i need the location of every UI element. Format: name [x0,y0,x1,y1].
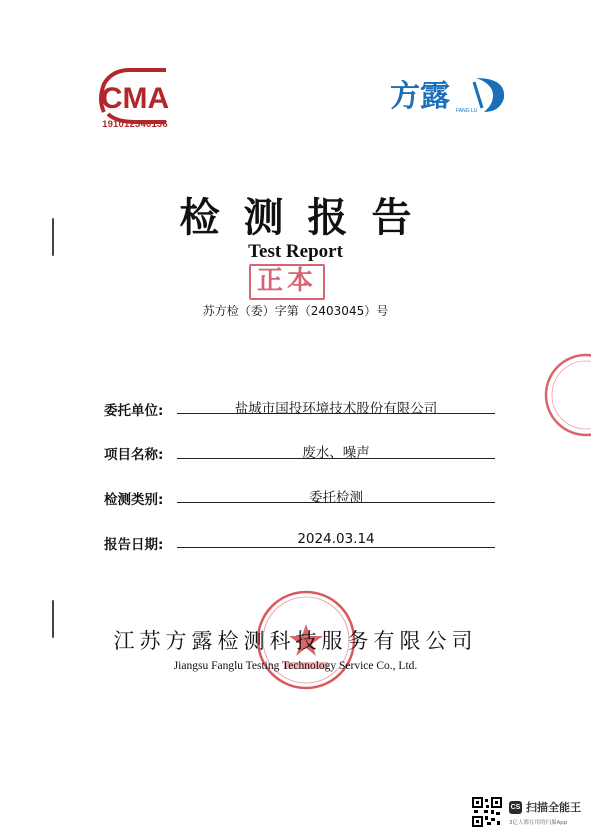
fanglu-logo [388,72,508,116]
report-date-label: 报告日期: [104,537,164,553]
test-type-underline [177,502,495,503]
original-copy-stamp: 正本 [249,264,325,300]
project-name-value: 废水、噪声 [302,445,370,461]
edge-seal-partial [540,350,591,440]
test-type-label: 检测类别: [104,492,164,508]
company-name-english: Jiangsu Fanglu Testing Technology Service Co., Ltd. [173,660,418,672]
svg-text:CMA: CMA [100,82,170,115]
camscanner-icon: CS [509,801,522,814]
client-label: 委托单位: [104,403,164,419]
scanner-app-name: 扫描全能王 [526,801,581,814]
scanner-app-tagline: 3亿人都在用的扫描App [509,820,568,826]
client-value: 盐城市国投环境技术股份有限公司 [234,401,438,417]
qr-code [472,797,502,827]
project-name-label: 项目名称: [104,447,164,463]
svg-text:方露: 方露 [390,79,450,114]
test-type-value: 委托检测 [309,490,363,506]
report-date-underline [177,547,495,548]
cma-certificate-number: 191012340136 [102,119,168,130]
svg-text:FANG LU: FANG LU [456,108,478,114]
report-title-chinese: 检测报告 [179,195,436,241]
company-name-chinese: 江苏方露检测科技服务有限公司 [113,629,478,653]
report-title-english: Test Report [248,241,343,262]
client-underline [177,413,495,414]
project-name-underline [177,458,495,459]
report-number: 苏方检（委）字第（2403045）号 [202,304,389,318]
report-date-value: 2024.03.14 [297,531,375,547]
